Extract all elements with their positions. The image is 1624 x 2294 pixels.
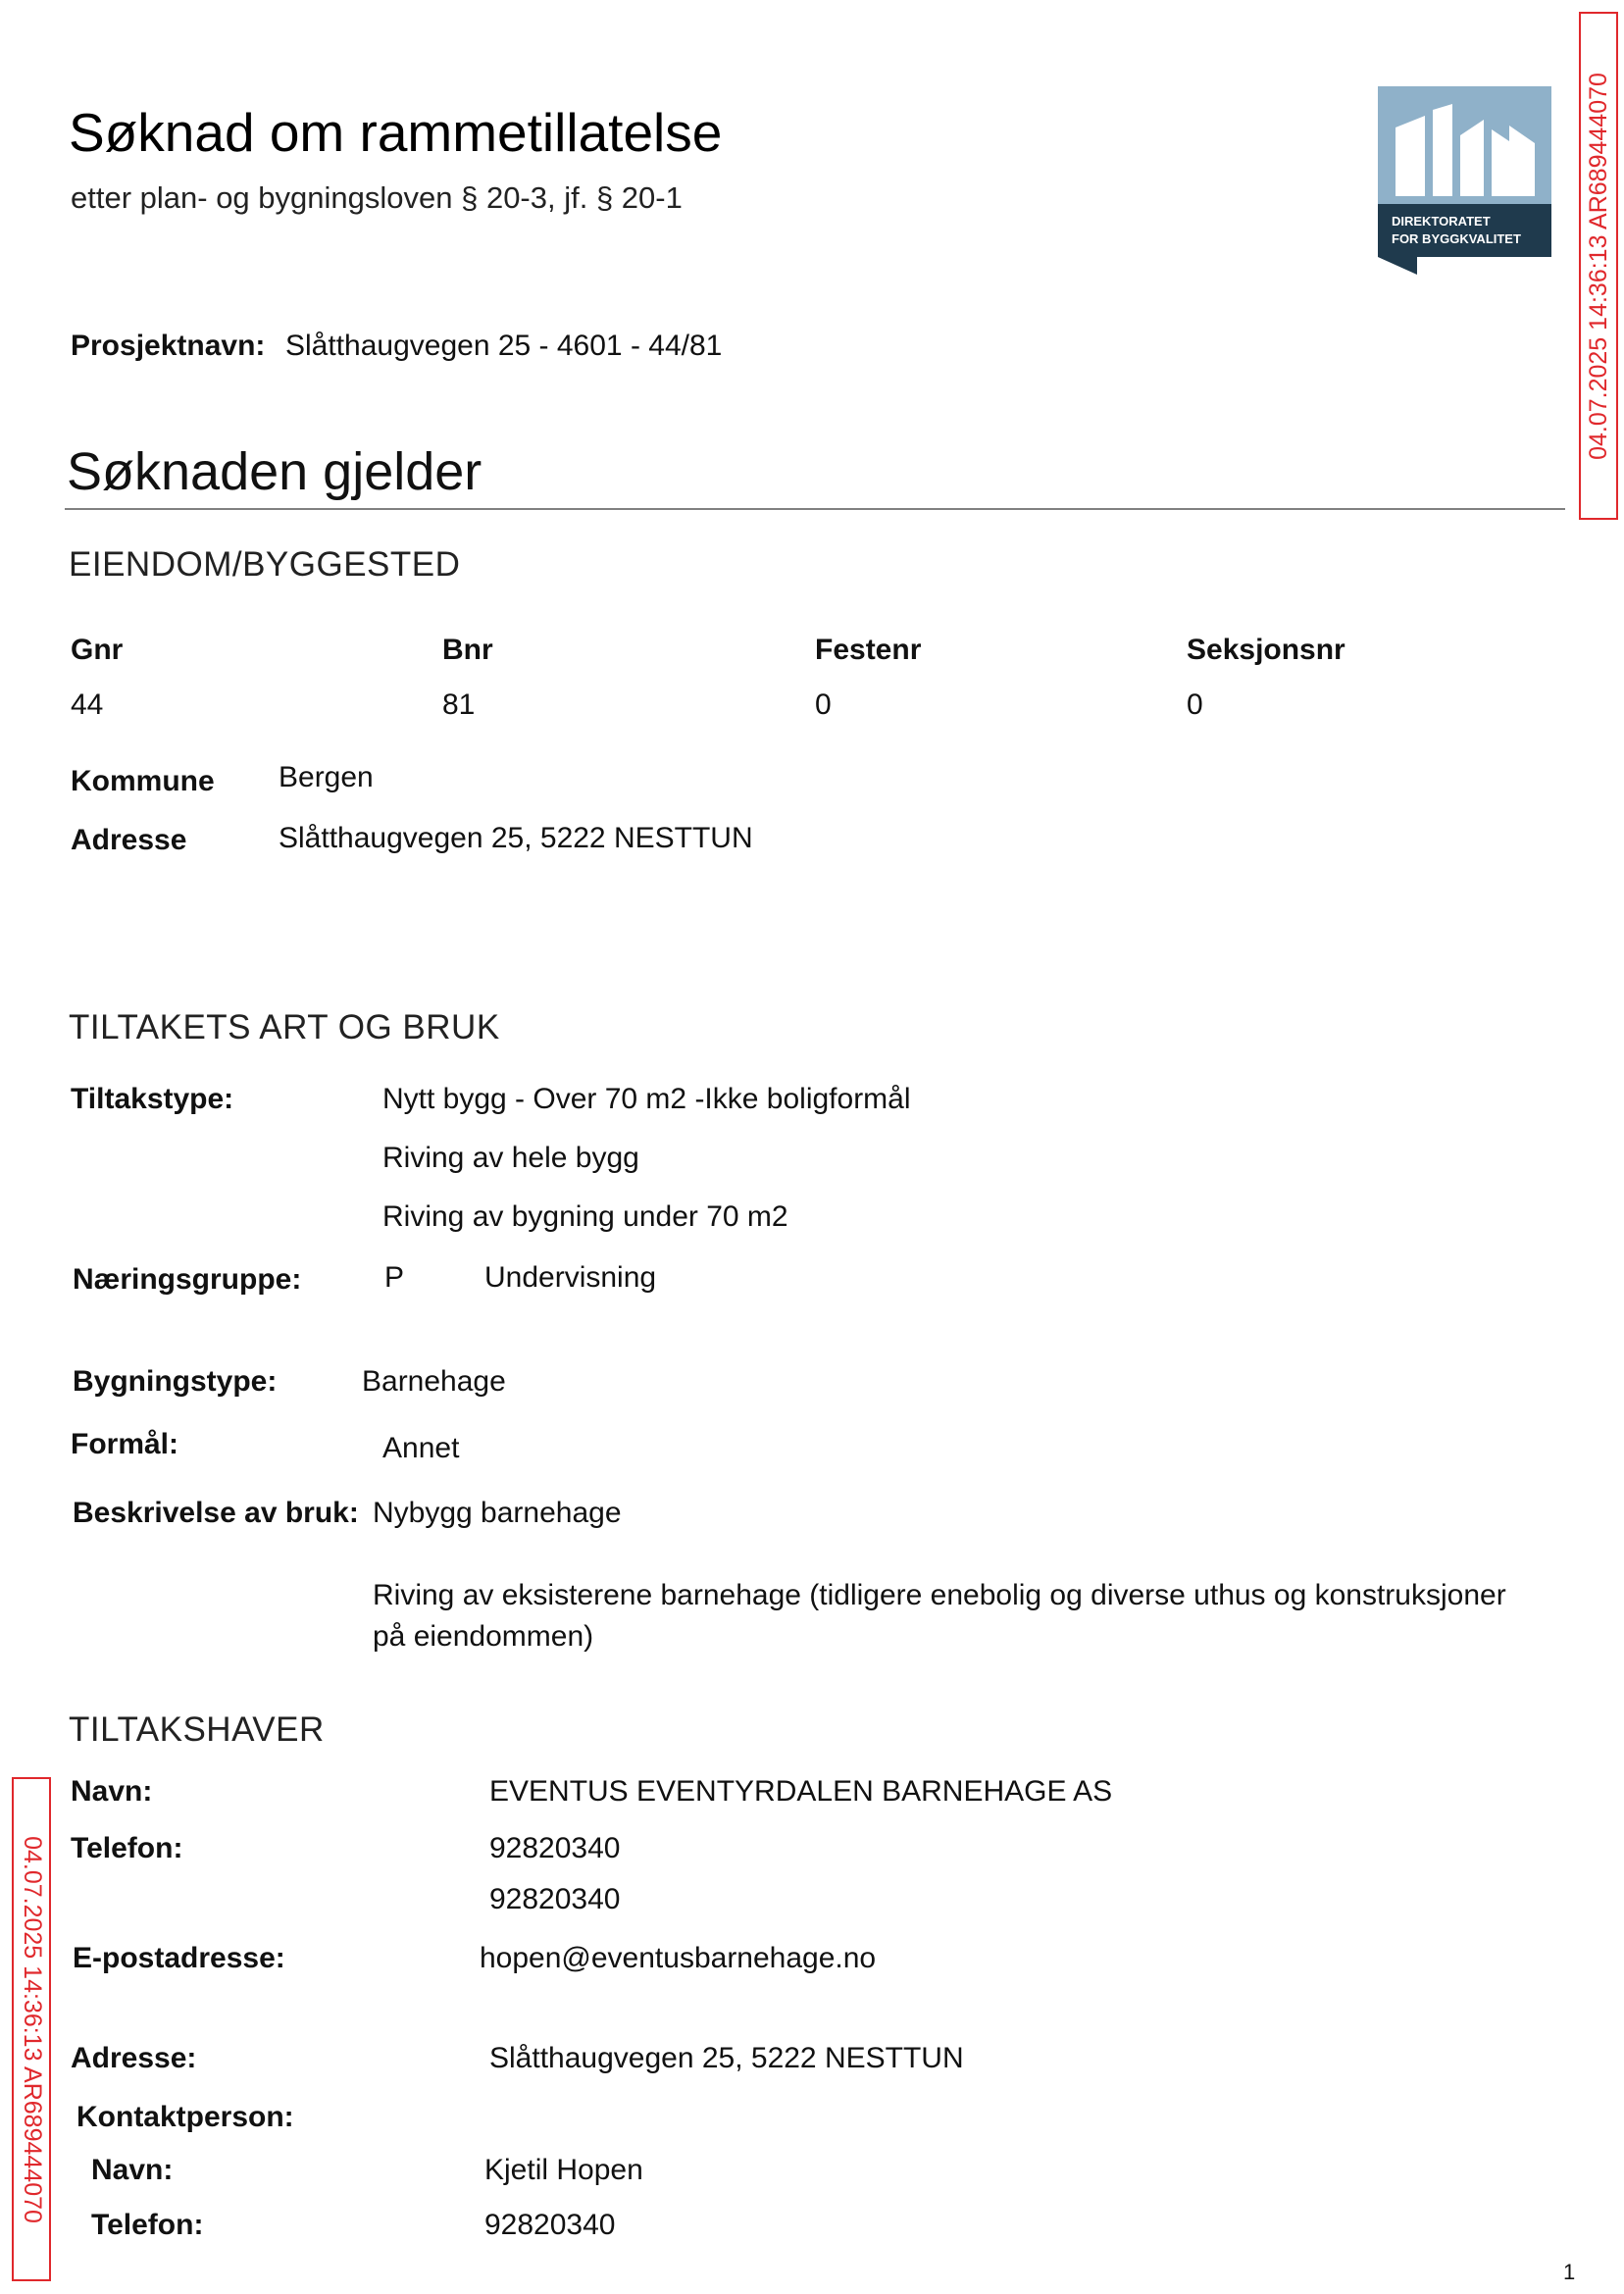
telefon-label: Telefon: [71, 1832, 183, 1864]
timestamp-stamp-right: 04.07.2025 14:36:13 AR689444070 [1579, 12, 1618, 520]
kontakt-telefon-label: Telefon: [91, 2209, 204, 2241]
tiltak-heading: TILTAKETS ART OG BRUK [69, 1008, 500, 1046]
epost-label: E-postadresse: [73, 1942, 285, 1974]
bnr-label: Bnr [442, 634, 493, 666]
project-label: Prosjektnavn: [71, 330, 266, 362]
project-value: Slåtthaugvegen 25 - 4601 - 44/81 [285, 330, 723, 362]
telefon-value: 92820340 [489, 1832, 621, 1864]
formal-value: Annet [382, 1432, 460, 1464]
naeringsgruppe-value: Undervisning [484, 1261, 657, 1294]
naeringsgruppe-label: Næringsgruppe: [73, 1263, 302, 1296]
adresse-label: Adresse [71, 824, 187, 856]
timestamp-stamp-left: 04.07.2025 14:36:13 AR689444070 [12, 1777, 51, 2281]
beskrivelse-value: Nybygg barnehage [373, 1497, 622, 1529]
beskrivelse-value-3: på eiendommen) [373, 1620, 594, 1653]
page-title: Søknad om rammetillatelse [69, 102, 723, 163]
logo-text-2: FOR BYGGKVALITET [1392, 231, 1521, 246]
beskrivelse-label: Beskrivelse av bruk: [73, 1497, 359, 1529]
seksjonsnr-label: Seksjonsnr [1187, 634, 1345, 666]
naeringsgruppe-code: P [384, 1261, 405, 1294]
eiendom-heading: EIENDOM/BYGGESTED [69, 545, 461, 584]
tiltakshaver-heading: TILTAKSHAVER [69, 1710, 325, 1749]
kontakt-telefon-value: 92820340 [484, 2209, 616, 2241]
festenr-value: 0 [815, 688, 832, 721]
tiltakstype-item: Riving av hele bygg [382, 1142, 639, 1174]
kontakt-navn-label: Navn: [91, 2154, 174, 2186]
gnr-value: 44 [71, 688, 104, 721]
page-subtitle: etter plan- og bygningsloven § 20-3, jf. § 20-1 [71, 180, 683, 215]
navn-label: Navn: [71, 1775, 153, 1808]
tiltakstype-item: Riving av bygning under 70 m2 [382, 1200, 788, 1233]
beskrivelse-value-2: Riving av eksisterene barnehage (tidligere enebolig og diverse uthus og konstruksjoner [373, 1579, 1506, 1611]
bnr-value: 81 [442, 688, 476, 721]
formal-label: Formål: [71, 1428, 179, 1460]
page-number: 1 [1563, 2260, 1576, 2284]
section-title: Søknaden gjelder [67, 442, 482, 501]
festenr-label: Festenr [815, 634, 922, 666]
section-divider [65, 508, 1565, 510]
tiltakshaver-adresse-label: Adresse: [71, 2042, 197, 2074]
bygningstype-value: Barnehage [362, 1365, 506, 1398]
tiltakstype-item: Nytt bygg - Over 70 m2 -Ikke boligformål [382, 1083, 911, 1115]
dibk-logo [1378, 86, 1551, 275]
tiltakstype-label: Tiltakstype: [71, 1083, 234, 1115]
logo-text-1: DIREKTORATET [1392, 214, 1491, 229]
bygningstype-label: Bygningstype: [73, 1365, 278, 1398]
kontakt-navn-value: Kjetil Hopen [484, 2154, 643, 2186]
navn-value: EVENTUS EVENTYRDALEN BARNEHAGE AS [489, 1775, 1113, 1808]
kommune-label: Kommune [71, 765, 215, 797]
telefon-value-2: 92820340 [489, 1883, 621, 1915]
tiltakshaver-adresse-value: Slåtthaugvegen 25, 5222 NESTTUN [489, 2042, 964, 2074]
seksjonsnr-value: 0 [1187, 688, 1203, 721]
kommune-value: Bergen [279, 761, 374, 793]
gnr-label: Gnr [71, 634, 124, 666]
epost-value: hopen@eventusbarnehage.no [480, 1942, 877, 1974]
kontaktperson-label: Kontaktperson: [76, 2101, 294, 2133]
building-logo-icon [1378, 86, 1551, 275]
adresse-value: Slåtthaugvegen 25, 5222 NESTTUN [279, 822, 753, 854]
